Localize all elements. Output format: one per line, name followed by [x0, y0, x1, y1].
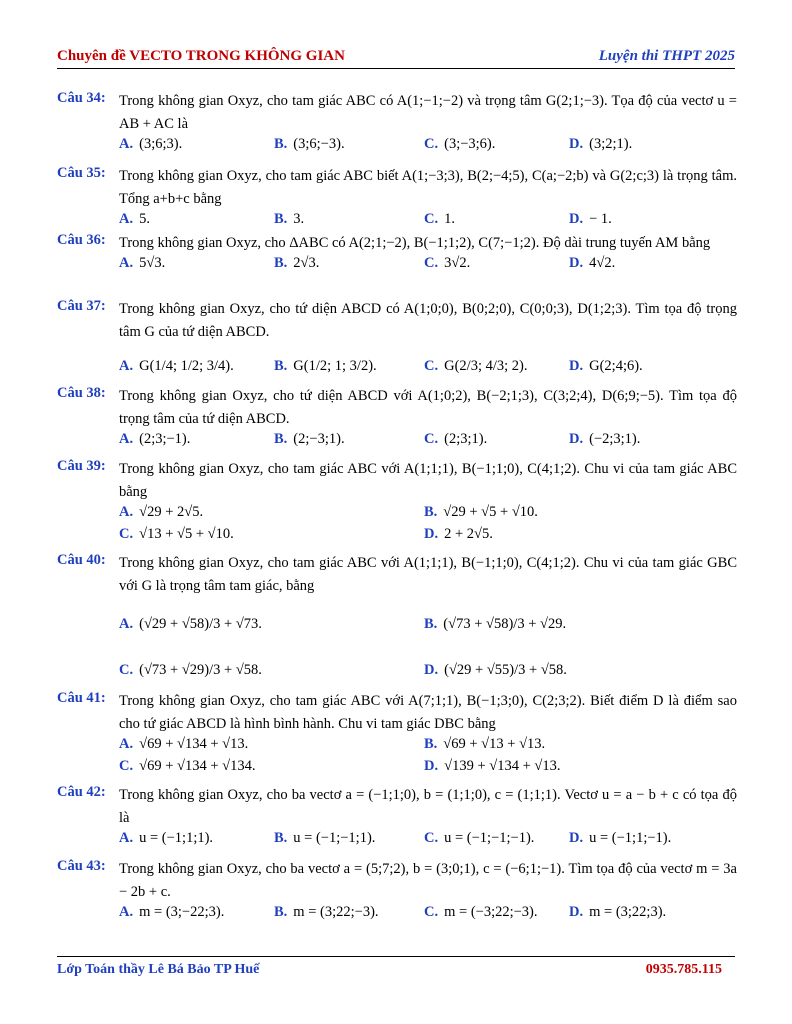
options: [119, 736, 737, 758]
option-b[interactable]: B. (3;6;−3).: [274, 136, 345, 152]
option-c[interactable]: C. 3√2.: [424, 255, 471, 271]
question-39: [57, 458, 737, 548]
question-40: [57, 552, 737, 696]
options: [119, 526, 737, 548]
option-d[interactable]: D. 4√2.: [569, 255, 616, 271]
question-text: Trong không gian Oxyz, cho tứ diện ABCD có A(1;0;0), B(0;2;0), C(0;0;3), D(1;2;3). Tìm tọa độ trọng tâm G của tứ diện ABCD.: [119, 301, 737, 340]
option-b[interactable]: B. (2;−3;1).: [274, 431, 345, 447]
header-exam: Luyện thi THPT 2025: [598, 48, 735, 64]
option-a[interactable]: A. u = (−1;1;1).: [119, 830, 214, 846]
question-number: Câu 43:: [57, 858, 106, 874]
option-a[interactable]: A. G(1/4; 1/2; 3/4).: [119, 358, 234, 374]
option-c[interactable]: C. 1.: [424, 211, 455, 227]
option-a[interactable]: A. (√29 + √58)/3 + √73.: [119, 616, 262, 632]
option-c[interactable]: C. (√73 + √29)/3 + √58.: [119, 662, 262, 678]
options: [119, 904, 737, 926]
question-number: Câu 38:: [57, 385, 106, 401]
option-b[interactable]: B. √29 + √5 + √10.: [424, 504, 538, 520]
question-number: Câu 41:: [57, 690, 106, 706]
question-41: [57, 690, 737, 780]
question-text: Trong không gian Oxyz, cho tam giác ABC với A(1;1;1), B(−1;1;0), C(4;1;2). Chu vi của tam giác ABC bằng: [119, 461, 737, 500]
question-number: Câu 35:: [57, 165, 106, 181]
question-34: [57, 90, 737, 158]
option-d[interactable]: D. (−2;3;1).: [569, 431, 641, 447]
option-a[interactable]: A. √29 + 2√5.: [119, 504, 204, 520]
option-a[interactable]: A. 5.: [119, 211, 150, 227]
question-number: Câu 39:: [57, 458, 106, 474]
options: [119, 348, 737, 388]
options: [119, 830, 737, 852]
option-d[interactable]: D. (3;2;1).: [569, 136, 633, 152]
footer-teacher: Lớp Toán thầy Lê Bá Bảo TP Huế: [57, 962, 260, 977]
option-c[interactable]: C. √69 + √134 + √134.: [119, 758, 256, 774]
option-a[interactable]: A. √69 + √134 + √13.: [119, 736, 249, 752]
option-b[interactable]: B. G(1/2; 1; 3/2).: [274, 358, 377, 374]
option-a[interactable]: A. 5√3.: [119, 255, 166, 271]
question-35: [57, 165, 737, 233]
option-c[interactable]: C. (3;−3;6).: [424, 136, 496, 152]
option-d[interactable]: D. (√29 + √55)/3 + √58.: [424, 662, 567, 678]
question-text: Trong không gian Oxyz, cho tam giác ABC với A(1;1;1), B(−1;1;0), C(4;1;2). Chu vi của tam giác GBC với G là trọng tâm tam giác, bằng: [119, 555, 737, 594]
option-a[interactable]: A. (2;3;−1).: [119, 431, 191, 447]
option-d[interactable]: D. √139 + √134 + √13.: [424, 758, 561, 774]
question-text: Trong không gian Oxyz, cho ba vectơ a = (5;7;2), b = (3;0;1), c = (−6;1;−1). Tìm tọa độ của vectơ m = 3a − 2b + c.: [119, 861, 737, 900]
question-text: Trong không gian Oxyz, cho tam giác ABC có A(1;−1;−2) và trọng tâm G(2;1;−3). Tọa độ của vectơ u = AB + AC là: [119, 93, 737, 132]
question-36: [57, 232, 737, 277]
options: [119, 431, 737, 453]
option-d[interactable]: D. 2 + 2√5.: [424, 526, 493, 542]
question-text: Trong không gian Oxyz, cho tứ diện ABCD với A(1;0;2), B(−2;1;3), C(3;2;4), D(6;9;−5). Tìm tọa độ trọng tâm của tứ diện ABCD.: [119, 388, 737, 427]
question-38: [57, 385, 737, 453]
options: [119, 255, 737, 277]
question-text: Trong không gian Oxyz, cho tam giác ABC với A(7;1;1), B(−1;3;0), C(2;3;2). Biết điểm D là điểm sao cho tứ giác ABCD là hình bình hành. Chu vi tam giác DBC bằng: [119, 693, 737, 732]
option-b[interactable]: B. (√73 + √58)/3 + √29.: [424, 616, 567, 632]
option-c[interactable]: C. m = (−3;22;−3).: [424, 904, 538, 920]
option-d[interactable]: D. − 1.: [569, 211, 612, 227]
question-number: Câu 42:: [57, 784, 106, 800]
question-number: Câu 37:: [57, 298, 106, 314]
option-b[interactable]: B. m = (3;22;−3).: [274, 904, 379, 920]
options: [119, 211, 737, 233]
option-d[interactable]: D. G(2;4;6).: [569, 358, 643, 374]
question-text: Trong không gian Oxyz, cho ΔABC có A(2;1;−2), B(−1;1;2), C(7;−1;2). Độ dài trung tuyến AM bằng: [119, 235, 711, 251]
option-b[interactable]: B. u = (−1;−1;1).: [274, 830, 376, 846]
page-header: [57, 46, 735, 69]
question-37: [57, 298, 737, 388]
option-c[interactable]: C. G(2/3; 4/3; 2).: [424, 358, 528, 374]
option-c[interactable]: C. (2;3;1).: [424, 431, 488, 447]
option-b[interactable]: B. 3.: [274, 211, 305, 227]
option-b[interactable]: B. √69 + √13 + √13.: [424, 736, 546, 752]
question-text: Trong không gian Oxyz, cho tam giác ABC biết A(1;−3;3), B(2;−4;5), C(a;−2;b) và G(2;c;3) là trọng tâm. Tổng a+b+c bằng: [119, 168, 737, 207]
option-a[interactable]: A. (3;6;3).: [119, 136, 183, 152]
options: [119, 758, 737, 780]
option-d[interactable]: D. u = (−1;1;−1).: [569, 830, 672, 846]
options: [119, 504, 737, 526]
option-c[interactable]: C. √13 + √5 + √10.: [119, 526, 234, 542]
question-number: Câu 40:: [57, 552, 106, 568]
option-d[interactable]: D. m = (3;22;3).: [569, 904, 667, 920]
header-topic: Chuyên đề VECTO TRONG KHÔNG GIAN: [57, 48, 345, 64]
option-a[interactable]: A. m = (3;−22;3).: [119, 904, 225, 920]
question-42: [57, 784, 737, 852]
options: [119, 604, 737, 650]
question-43: [57, 858, 737, 926]
option-b[interactable]: B. 2√3.: [274, 255, 320, 271]
question-number: Câu 34:: [57, 90, 106, 106]
question-number: Câu 36:: [57, 232, 106, 248]
options: [119, 136, 737, 158]
option-c[interactable]: C. u = (−1;−1;−1).: [424, 830, 535, 846]
footer-phone: 0935.785.115: [645, 962, 722, 977]
question-text: Trong không gian Oxyz, cho ba vectơ a = (−1;1;0), b = (1;1;0), c = (1;1;1). Vectơ u = a − b + c có tọa độ là: [119, 787, 737, 826]
page-footer: [57, 956, 735, 983]
